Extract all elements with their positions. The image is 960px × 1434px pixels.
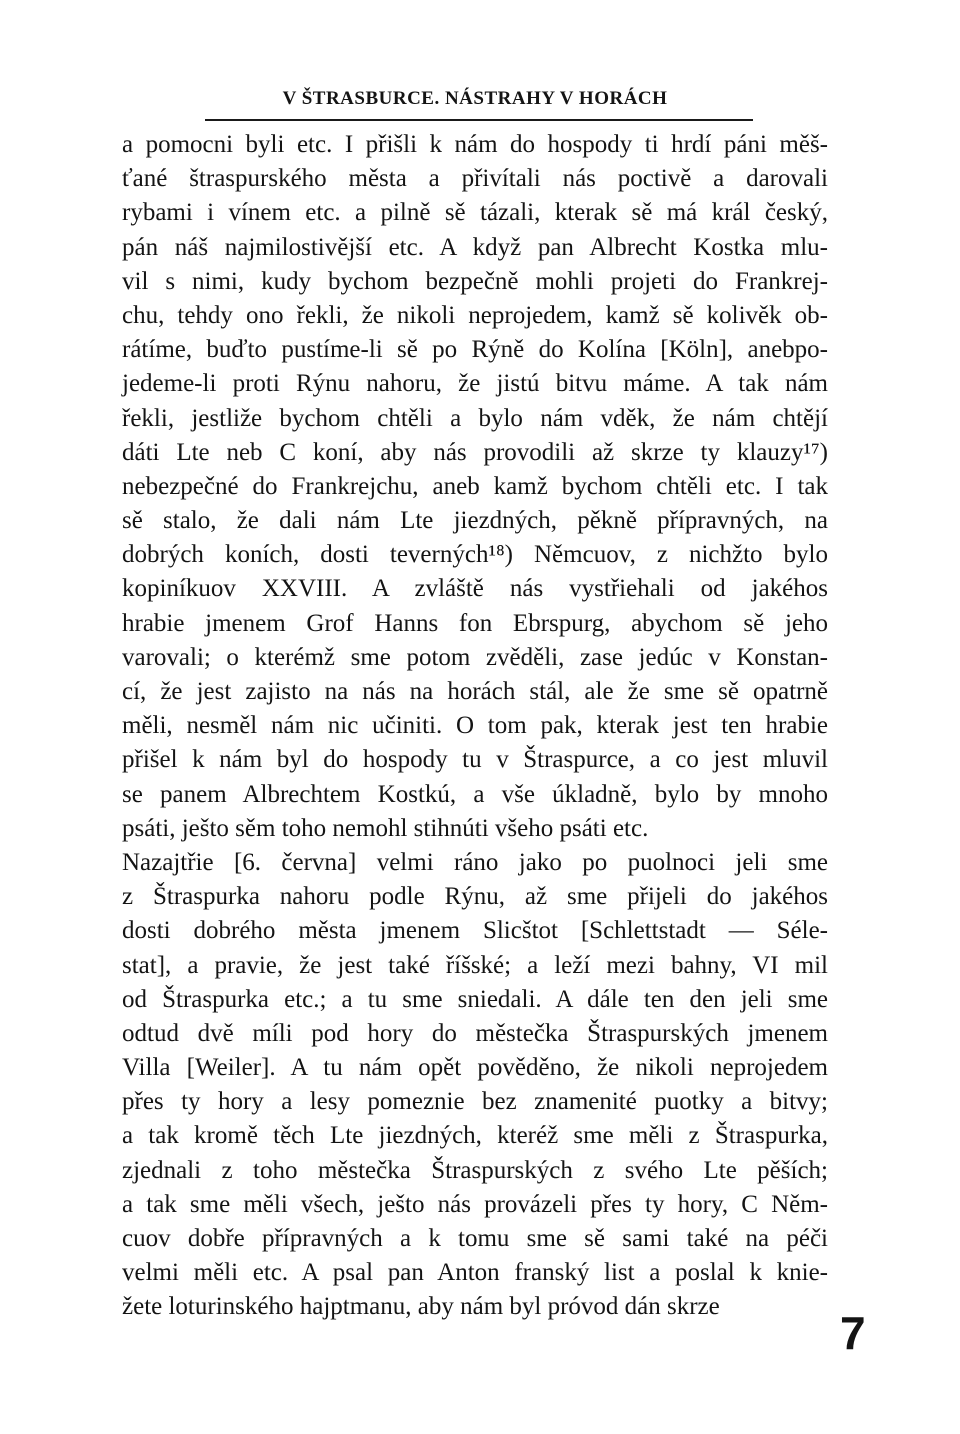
text-line: pán náš najmilostivější etc. A když pan Albrecht Kostka mlu- (122, 233, 828, 261)
text-line: Villa [Weiler]. A tu nám opět pověděno, že nikoli neprojedem (122, 1054, 828, 1082)
body-text (122, 128, 828, 1325)
text-line: od Štraspurka etc.; a tu sme sniedali. A dále ten den jeli sme (122, 985, 828, 1013)
text-line: měli, nesměl nám nic učiniti. O tom pak, kterak jest ten hrabie (122, 712, 828, 740)
text-line: Nazajtřie [6. června] velmi ráno jako po puolnoci jeli sme (122, 848, 828, 876)
text-line: se panem Albrechtem Kostkú, a vše úkladně, bylo by mnoho (122, 780, 828, 808)
text-line: varovali; o kterémž sme potom zvěděli, zase jedúc v Konstan- (122, 643, 828, 671)
text-line: zjednali z toho městečka Štraspurských z svého Lte pěších; (122, 1156, 828, 1184)
text-line: řekli, jestliže bychom chtěli a bylo nám vděk, že nám chtějí (122, 404, 828, 432)
text-line: hrabie jmenem Grof Hanns fon Ebrspurg, abychom sě jeho (122, 609, 828, 637)
text-line: chu, tehdy ono řekli, že nikoli neprojedem, kamž sě kolivěk ob- (122, 301, 828, 329)
page-signature-mark: 7 (840, 1307, 866, 1359)
text-line: přišel k nám byl do hospody tu v Štraspurce, a co jest mluvil (122, 746, 828, 774)
text-line: odtud dvě míli pod hory do městečka Štraspurských jmenem (122, 1019, 828, 1047)
text-line: přes ty hory a lesy pomeznie bez znamenité puotky a bitvy; (122, 1088, 828, 1116)
text-line: vil s nimi, kudy bychom bezpečně mohli projeti do Frankrej- (122, 267, 828, 295)
text-line: stat], a pravie, že jest také říšské; a leží mezi bahny, VI mil (122, 951, 828, 979)
header-rule (205, 119, 753, 121)
text-line: a tak sme měli všech, ješto nás provázeli přes ty hory, C Něm- (122, 1190, 828, 1218)
text-line: dosti dobrého města jmenem Slicštot [Schlettstadt — Séle- (122, 917, 828, 945)
text-line: a pomocni byli etc. I přišli k nám do hospody ti hrdí páni měš- (122, 131, 828, 158)
text-line: velmi měli etc. A psal pan Anton franský list a poslal k knie- (122, 1259, 828, 1287)
text-line: a tak kromě těch Lte jiezdných, kteréž sme měli z Štraspurka, (122, 1122, 828, 1150)
text-line: cuov dobře přípravných a k tomu sme sě sami také na péči (122, 1225, 828, 1252)
text-line: rátíme, buďto pustíme-li sě po Rýně do Kolína [Köln], anebpo- (122, 336, 828, 364)
text-line: kopiníkuov XXVIII. A zvláště nás vystřiehali od jakéhos (122, 575, 828, 603)
text-line: rybami i vínem etc. a pilně sě tázali, kterak sě má král český, (122, 199, 828, 227)
text-line: nebezpečné do Frankrejchu, aneb kamž bychom chtěli etc. I tak (122, 472, 828, 500)
text-line: psáti, ješto sěm toho nemohl stihnúti všeho psáti etc. (122, 814, 649, 842)
text-line: z Štraspurka nahoru podle Rýnu, až sme přijeli do jakéhos (122, 883, 828, 911)
text-line: žete loturinského hajptmanu, aby nám byl próvod dán skrze (122, 1293, 720, 1321)
text-line: dáti Lte neb C koní, aby nás provodili až skrze ty klauzy¹⁷) (122, 438, 828, 466)
text-line: cí, že jest zajisto na nás na horách stál, ale že sme sě opatrně (122, 678, 828, 705)
running-header: V ŠTRASBURCE. NÁSTRAHY V HORÁCH (282, 88, 668, 109)
text-line: dobrých koních, dosti teverných¹⁸) Němcuov, z nichžto bylo (122, 541, 828, 569)
text-line: jedeme-li proti Rýnu nahoru, že jistú bitvu máme. A tak nám (122, 370, 828, 398)
text-line: ťané štraspurského města a přivítali nás poctivě a darovali (122, 165, 828, 193)
text-line: sě stalo, že dali nám Lte jiezdných, pěkně přípravných, na (122, 507, 828, 535)
